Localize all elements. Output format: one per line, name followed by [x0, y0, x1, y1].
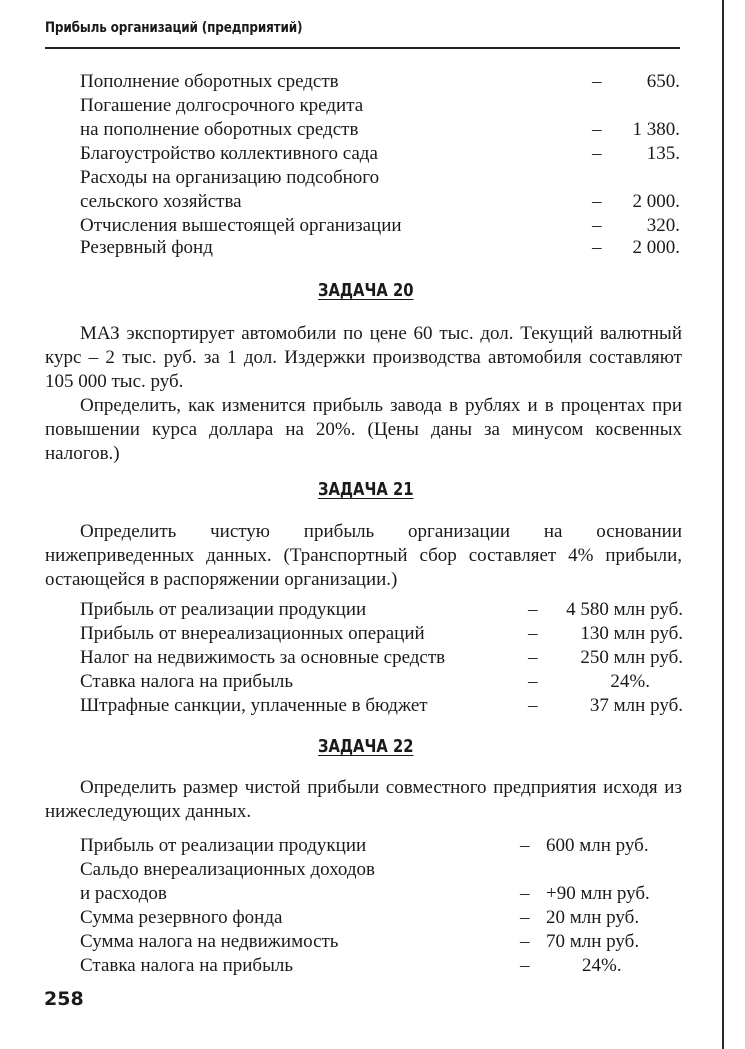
list-item-value: 70 млн руб. — [546, 931, 640, 952]
list-item-value: 135. — [646, 143, 680, 164]
list-item-label: Прибыль от внереализационных операций — [80, 623, 425, 644]
list-item-value: 2 000. — [632, 191, 680, 212]
list-item-label: на пополнение оборотных средств — [80, 119, 359, 140]
list-item-dash: – — [592, 143, 602, 164]
list-item-dash: – — [592, 71, 602, 92]
list-item-value: 1 380. — [632, 119, 680, 140]
list-item-dash: – — [520, 907, 530, 928]
task-22-heading: ЗАДАЧА 22 — [318, 736, 414, 757]
list-item-dash: – — [528, 671, 538, 692]
list-item-dash: – — [528, 647, 538, 668]
header-rule — [45, 47, 680, 49]
list-item-label: Прибыль от реализации продукции — [80, 599, 367, 620]
list-item-dash: – — [528, 623, 538, 644]
list-item-label: Погашение долгосрочного кредита — [80, 95, 364, 116]
list-item-value: 4 580 млн руб. — [566, 599, 683, 620]
list-item-dash: – — [592, 215, 602, 236]
list-item-value: 20 млн руб. — [546, 907, 640, 928]
list-item-label: Штрафные санкции, уплаченные в бюджет — [80, 695, 428, 716]
list-item-label: Расходы на организацию подсобного — [80, 167, 380, 188]
task-22-paragraph: Определить размер чистой прибыли совместного предприятия исходя из нижеследующих данных. — [45, 777, 682, 822]
list-item-dash: – — [592, 237, 602, 258]
list-item-dash: – — [520, 955, 530, 976]
list-item-value: 2 000. — [632, 237, 680, 258]
task-20-paragraph: МАЗ экспортирует автомобили по цене 60 тыс. дол. Текущий валютный курс – 2 тыс. руб. за 1 дол. Издержки производства автомобиля составляют 105 000 тыс. руб. — [45, 323, 682, 392]
page-number: 258 — [44, 988, 84, 1010]
list-item-label: Налог на недвижимость за основные средств — [80, 647, 446, 668]
list-item-label: и расходов — [80, 883, 167, 904]
list-item-value: 250 млн руб. — [580, 647, 683, 668]
list-item-label: Пополнение оборотных средств — [80, 71, 339, 92]
list-item-value: 320. — [646, 215, 680, 236]
task-21-heading: ЗАДАЧА 21 — [318, 479, 414, 500]
list-item-dash: – — [520, 835, 530, 856]
list-item-value: 24%. — [582, 955, 622, 976]
list-item-value: 130 млн руб. — [580, 623, 683, 644]
list-item-label: Сумма налога на недвижимость — [80, 931, 339, 952]
list-item-label: Сумма резервного фонда — [80, 907, 283, 928]
list-item-label: Ставка налога на прибыль — [80, 671, 293, 692]
list-item-dash: – — [592, 191, 602, 212]
task-20-heading: ЗАДАЧА 20 — [318, 280, 414, 301]
list-item-label: сельского хозяйства — [80, 191, 242, 212]
list-item-value: 600 млн руб. — [546, 835, 649, 856]
list-item-value: 650. — [646, 71, 680, 92]
list-item-label: Благоустройство коллективного сада — [80, 143, 378, 164]
list-item-dash: – — [520, 883, 530, 904]
page-edge-line — [722, 0, 724, 1049]
list-item-dash: – — [528, 599, 538, 620]
list-item-dash: – — [592, 119, 602, 140]
running-head: Прибыль организаций (предприятий) — [45, 20, 303, 36]
list-item-label: Прибыль от реализации продукции — [80, 835, 367, 856]
list-item-label: Сальдо внереализационных доходов — [80, 859, 376, 880]
list-item-label: Резервный фонд — [80, 237, 213, 258]
list-item-value: 24%. — [610, 671, 650, 692]
list-item-dash: – — [528, 695, 538, 716]
list-item-label: Ставка налога на прибыль — [80, 955, 293, 976]
task-21-paragraph: Определить чистую прибыль организации на основании нижеприведенных данных. (Транспортный сбор составляет 4% прибыли, остающейся в распоряжении организации.) — [45, 521, 682, 590]
list-item-label: Отчисления вышестоящей организации — [80, 215, 402, 236]
task-20-paragraph: Определить, как изменится прибыль завода в рублях и в процентах при повышении курса доллара на 20%. (Цены даны за минусом косвенных налогов.) — [45, 395, 682, 464]
list-item-value: 37 млн руб. — [589, 695, 683, 716]
list-item-value: +90 млн руб. — [546, 883, 650, 904]
list-item-dash: – — [520, 931, 530, 952]
